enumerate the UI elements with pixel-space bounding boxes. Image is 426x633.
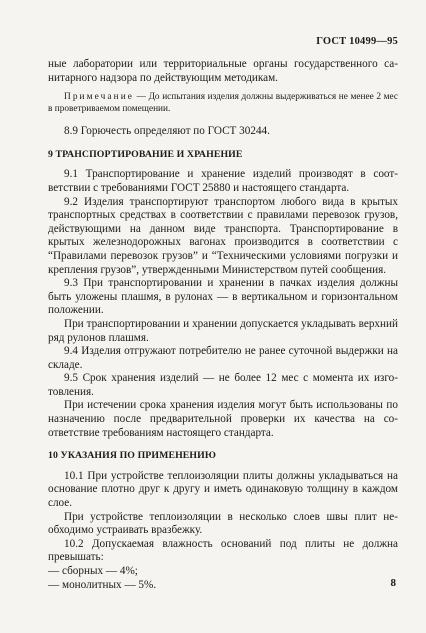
list-item-prefab: — сборных — 4%; (48, 565, 138, 577)
note (48, 92, 398, 115)
note-text: — До испытания изделия должны выдерживаться не менее 2 мес в проветриваемом помещении. (48, 92, 398, 114)
paragraph-10-2: 10.2 Допускаемая влажность оснований под плиты не должна превышать: (48, 537, 398, 564)
paragraph-10-1: 10.1 При устройстве теплоизоляции плиты должны укладываться на основание плотно друг к другу и иметь одинаковую толщину в каждом слое. (48, 469, 398, 510)
paragraph-9-5-continued: При истечении срока хранения изделия могут быть использованы по назначению после предварительной проверки их качества на соответствие требованиям настоящего стандарта. (48, 399, 398, 439)
paragraph-8-9: 8.9 Горючесть определяют по ГОСТ 30244. (64, 125, 270, 138)
page-number: 8 (390, 577, 396, 589)
list-item-monolithic: — монолитных — 5%. (48, 578, 157, 591)
paragraph-9-1: 9.1 Транспортирование и хранение изделий производят в соответствии с требованиями ГОСТ 25880 и настоящего стандарта. (48, 168, 398, 194)
document-body (48, 58, 398, 592)
paragraph-9-3-continued: При транспортировании и хранении допускается укладывать верхний ряд рулонов плашмя. (48, 317, 398, 344)
paragraph-9-2: 9.2 Изделия транспортируют транспортом любого вида в крытых транспортных средствах в соответствии с правилами перевозок грузов, действующими на данном виде транспорта. Транспортирование в крытых железнодорожных вагонах производится в соответствии с “Правилами перевозок грузов” и “Техническими условиями погрузки и крепления грузов”, утвержденными Министерством путей сообщения. (48, 195, 398, 276)
paragraph-continuation: ные лаборатории или территориальные органы государственного санитарного надзора по действующим методикам. (48, 58, 398, 84)
section-10-heading: 10 УКАЗАНИЯ ПО ПРИМЕНЕНИЮ (48, 450, 217, 462)
paragraph-9-5: 9.5 Срок хранения изделий — не более 12 мес с момента их изготовления. (48, 372, 398, 398)
note-label: Примечание (64, 92, 134, 103)
paragraph-10-1-continued: При устройстве теплоизоляции в несколько слоев швы плит необходимо устраивать вразбежку. (48, 510, 398, 537)
paragraph-9-4: 9.4 Изделия отгружают потребителю не ранее суточной выдержки на складе. (48, 345, 398, 371)
document-code-header: ГОСТ 10499—95 (316, 36, 398, 47)
paragraph-9-3: 9.3 При транспортировании и хранении в пачках изделия должны быть уложены плашмя, в рулонах — в вертикальном и горизонтальном положении. (48, 277, 398, 317)
section-9-heading: 9 ТРАНСПОРТИРОВАНИЕ И ХРАНЕНИЕ (48, 148, 243, 160)
